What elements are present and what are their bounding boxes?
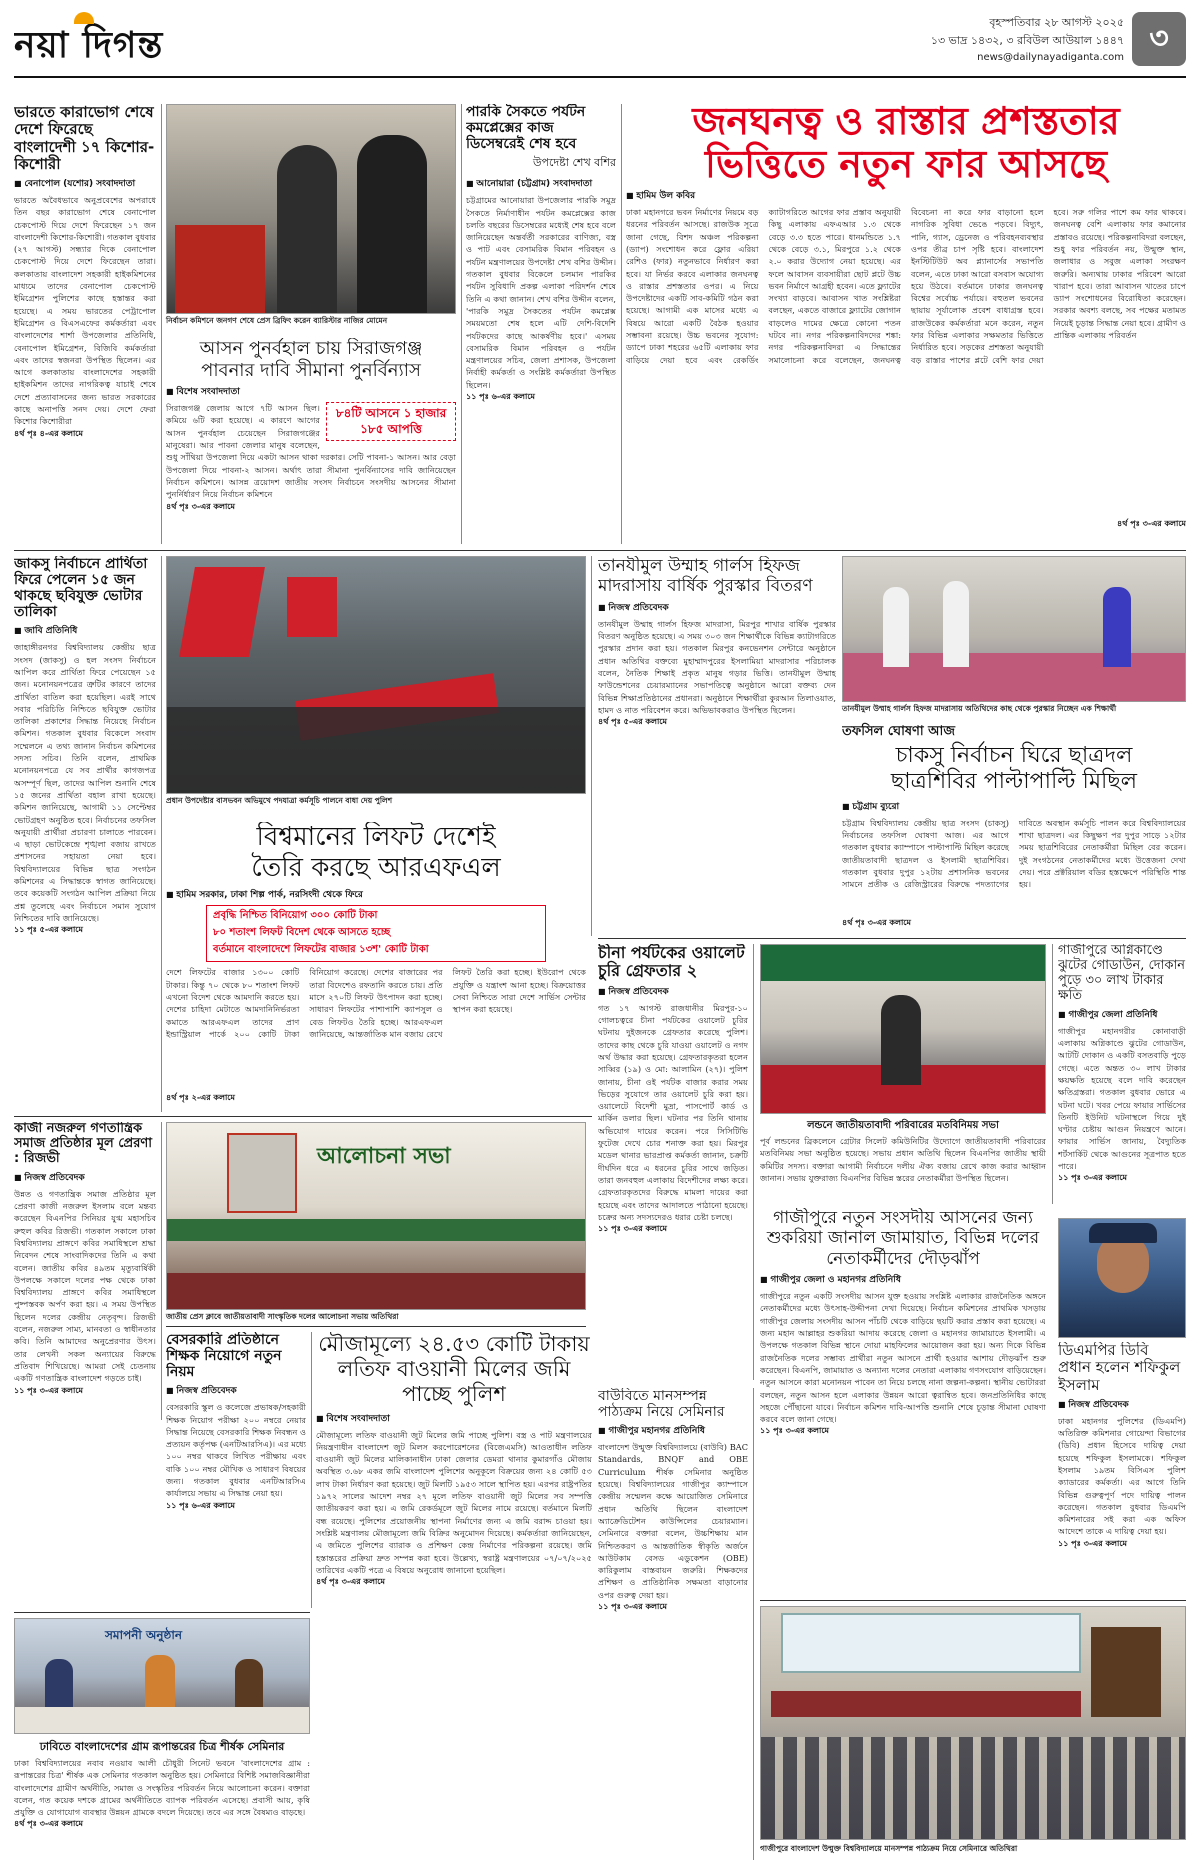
lead-title-line2[interactable]: ভিত্তিতে নতুন ফার আসছে: [705, 140, 1107, 186]
article-continued: ৪র্থ পৃঃ ৩-এর কলামে: [316, 1577, 385, 1587]
column-rule: [161, 556, 162, 1112]
podium-shape: [175, 225, 265, 314]
article-continued: ১১ পৃঃ ৩-এর কলামে: [598, 1602, 667, 1612]
article-title[interactable]: চীনা পর্যটকের ওয়ালেট চুরি গ্রেফতার ২: [598, 944, 745, 981]
article-body: জাহাঙ্গীরনগর বিশ্ববিদ্যালয় কেন্দ্রীয় ছাত্র সংসদ (জাকসু) ও হল সংসদ নির্বাচনে আপিল করে প্রার্থিতা ফিরে পেয়েছেন ১৫ জন। মনোনয়নপত্রের ত্রুটির কারণে তাদের প্রার্থিতা বাতিল করা হয়েছিল। এরই সাথে সবার পরিচিতি নিশ্চিতে ছবিযুক্ত ভোটার তালিকা প্রকাশের সিদ্ধান্ত নিয়েছে নির্বাচন কমিশন। গতকাল বুধবার বিকেলে সংবাদ সম্মেলনে এ তথ্য জানান নির্বাচন কমিশনের সদস্য সচিব। তিনি বলেন, প্রাথমিক মনোনয়নপত্রে যে সব প্রার্থীর কাগজপত্র অসম্পূর্ণ ছিল, তাদের আপিল শুনানি শেষে ১৫ জনের প্রার্থিতা বহাল রাখা হয়েছে। কমিশন জানিয়েছে, আগামী ১১ সেপ্টেম্বর ভোটগ্রহণ অনুষ্ঠিত হবে। নির্বাচনের তফসিল অনুযায়ী প্রার্থীরা প্রচারণা চালাতে পারবেন। এ ছাড়া ভোটকেন্দ্রে শৃঙ্খলা বজায় রাখতে প্রশাসনের সহায়তা নেয়া হবে। বিশ্ববিদ্যালয়ের বিভিন্ন ছাত্র সংগঠন কমিশনের এ সিদ্ধান্তকে স্বাগত জানিয়েছে। তবে কয়েকটি সংগঠন আপিল প্রক্রিয়া নিয়ে প্রশ্ন তুলেছে এবং নির্বাচনে সমান সুযোগ নিশ্চিতের দাবি জানিয়েছে।: [14, 642, 156, 923]
article-title[interactable]: কাজী নজরুল গণতান্ত্রিক সমাজ প্রতিষ্ঠার মূল প্রেরণা : রিজভী: [14, 1122, 153, 1166]
column-rule: [161, 104, 162, 544]
article-continued: ৪র্থ পৃঃ ৩-এর কলামে: [14, 1819, 83, 1829]
person-shape: [277, 145, 337, 314]
column-rule: [591, 556, 592, 936]
lead-article-far: [626, 100, 1186, 544]
article-seat-restoration: [166, 338, 456, 544]
article-body: ভারতে অবৈধভাবে অনুপ্রবেশের অপরাধে তিন বছর কারাভোগ শেষে বেনাপোল চেকপোস্ট দিয়ে দেশে ফিরেছেন ১৭ জন বাংলাদেশী কিশোর-কিশোরী। গতকাল বুধবার (২৭ আগস্ট) সন্ধ্যার দিকে বেনাপোল চেকপোস্ট দিয়ে দেশে ফিরেছেন তারা। কলকাতায় বাংলাদেশ সহকারী হাইকমিশনের মাধ্যমে তাদের বেনাপোল চেকপোস্ট ইমিগ্রেশন পুলিশের কাছে হস্তান্তর করা হয়েছে। এ সময় ভারতের পেট্রাপোল ইমিগ্রেশন ও বিএসএফের কর্মকর্তারা এবং বাংলাদেশের শার্শা উপজেলার প্রতিনিধি, বেনাপোল ইমিগ্রেশন, বিজিবি কর্মকর্তারা এবং তাদের স্বজনরা উপস্থিত ছিলেন। এর আগে কলকাতায় বাংলাদেশের সহকারী হাইকমিশন তাদের নাগরিকত্ব যাচাই শেষে দেশে প্রত্যাবাসনের জন্য ভারত সরকারের কাছে অনাপত্তি সনদ দেয়। দেশে ফেরা কিশোর কিশোরীরা: [14, 195, 156, 427]
article-byline: ■ গাজীপুর মহানগর প্রতিনিধি: [598, 1423, 748, 1438]
article-continued: ৪র্থ পৃঃ ২-এর কলামে: [166, 1093, 235, 1103]
article-title[interactable]: ভারতে কারাভোগ শেষে দেশে ফিরেছে বাংলাদেশী ১৭ কিশোর-কিশোরী: [14, 104, 155, 173]
article-title[interactable]: পারকি সৈকতে পর্যটন কমপ্লেক্সের কাজ ডিসেম্বরেই শেষ হবে: [466, 104, 586, 153]
photo-caption[interactable]: ঢাবিতে বাংলাদেশের গ্রাম রূপান্তরের চিত্র শীর্ষক সেমিনার: [39, 1740, 285, 1753]
article-body: দেশে লিফটের বাজার ১৩০০ কোটি টাকার। কিন্তু ৭০ থেকে ৮০ শতাংশ লিফট এখনো বিদেশ থেকে আমদানি করতে হয়। দেশের চাহিদা মেটাতে আমদানিনির্ভরতা কমাতে আরএফএল তাদের প্রাণ ইন্ডাস্ট্রিয়াল পার্কে ২০০ কোটি টাকা বিনিয়োগ করেছে। দেশের বাজারের পর তারা বিদেশেও রফতানি করতে চায়। প্রতি মাসে ২৭০টি লিফট উৎপাদন করা হচ্ছে। সাধারণ লিফটের পাশাপাশি ক্যাপসুল ও বেড লিফটও তৈরি হচ্ছে। আরএফএল জানিয়েছে, আন্তর্জাতিক মান বজায় রেখে লিফট তৈরি করা হচ্ছে। ইউরোপ থেকে প্রযুক্তি ও যন্ত্রাংশ আনা হচ্ছে। বিক্রয়োত্তর সেবা নিশ্চিতে সারা দেশে সার্ভিস সেন্টার স্থাপন করা হয়েছে।: [166, 967, 586, 1039]
section-rule: [166, 1326, 586, 1327]
person-shape: [943, 581, 969, 667]
article-byline: ■ নিজস্ব প্রতিবেদক: [166, 1383, 306, 1398]
article-teacher-recruit: [166, 1332, 306, 1608]
photo-caption: গাজীপুরে বাংলাদেশ উন্মুক্ত বিশ্ববিদ্যালয়ে মানসম্পন্ন পাঠ্যক্রম নিয়ে সেমিনারে অতিথিরা: [760, 1844, 1018, 1853]
podium-shape: [1091, 1627, 1161, 1717]
article-db-chief: [1058, 1342, 1186, 1592]
article-nazrul: [14, 1122, 156, 1420]
article-byline: ■ হামিম সরকার, ঢাকা শিল্প পার্ক, নরসিংদী থেকে ফিরে: [166, 887, 586, 902]
audience-shape: [761, 1737, 1186, 1840]
highlight-box: [206, 905, 546, 962]
lead-title-line1[interactable]: জনঘনত্ব ও রাস্তার প্রশস্ততার: [692, 100, 1120, 143]
article-title[interactable]: বেসরকারি প্রতিষ্ঠানে শিক্ষক নিয়োগে নতুন নিয়ম: [166, 1332, 282, 1381]
article-byline: ■ নিজস্ব প্রতিবেদক: [1058, 1397, 1186, 1412]
article-title[interactable]: বিশ্বমানের লিফট দেশেই: [256, 822, 496, 852]
photo-du-seminar: [14, 1618, 310, 1734]
column-rule: [621, 104, 622, 544]
article-continued: ৪র্থ পৃঃ ৩-এর কলামে: [166, 501, 235, 511]
photo-caption: তানযীমুল উম্মাহ গার্লস হিফজ মাদরাসায় অতিথিদের কাছ থেকে পুরস্কার নিচ্ছেন এক শিক্ষার্থী: [842, 704, 1117, 713]
article-body: তানযীমুল উম্মাহ গার্লস হিফজ মাদরাসা, মিরপুর শাখার বার্ষিক পুরস্কার বিতরণ অনুষ্ঠিত হয়েছে। এ সময় ৩০৩ জন শিক্ষার্থীকে বিভিন্ন ক্যাটাগরিতে পুরস্কার প্রদান করা হয়। গতকাল মিরপুর কনভেনশন সেন্টারে অনুষ্ঠানে প্রধান অতিথির বক্তব্যে মুহাম্মাদপুরের ইসলামিয়া মাদরাসার পরিচালক বলেন, নৈতিক শিক্ষাই প্রকৃত মানুষ গড়ার ভিত্তি। তানযীমুল উম্মাহ ফাউন্ডেশনের চেয়ারম্যানের সভাপতিত্বে অনুষ্ঠানে আরো বক্তব্য দেন বিভিন্ন শিক্ষাপ্রতিষ্ঠানের প্রধানরা। অনুষ্ঠানে শিক্ষার্থীরা কুরআন তিলাওয়াত, হামদ ও নাত পরিবেশন করে। অভিভাবকরাও উপস্থিত ছিলেন।: [598, 618, 836, 715]
photo-police-officer: [1058, 1218, 1186, 1338]
section-rule: [14, 1612, 310, 1613]
article-continued: ১১ পৃঃ ৩-এর কলামে: [598, 1224, 667, 1234]
article-continued: ৪র্থ পৃঃ ৩-এর কলামে: [1117, 519, 1186, 529]
article-body: গাজীপুর মহানগরীর কোনাবাড়ী এলাকায় অগ্নিকাণ্ডে ঝুটের গোডাউন, আটটি দোকান ও একটি বসতবাড়ি পুড়ে গেছে। এতে অন্তত ৩০ লাখ টাকার ক্ষয়ক্ষতি হয়েছে বলে দাবি করেছেন ক্ষতিগ্রস্তরা। গতকাল বুধবার ভোরে এ ঘটনা ঘটে। খবর পেয়ে ফায়ার সার্ভিসের তিনটি ইউনিট ঘটনাস্থলে গিয়ে দুই ঘণ্টার চেষ্টায় আগুন নিয়ন্ত্রণে আনে। ফায়ার সার্ভিস জানায়, বৈদ্যুতিক শর্টসার্কিট থেকে আগুনের সূত্রপাত হতে পারে।: [1058, 1025, 1186, 1172]
article-byline: ■ বেনাপোল (যশোর) সংবাদদাতা: [14, 176, 156, 191]
article-body: চট্টগ্রাম বিশ্ববিদ্যালয় কেন্দ্রীয় ছাত্র সংসদ (চাকসু) নির্বাচনের তফসিল ঘোষণা আজ। এর আগে গতকাল বুধবার ক্যাম্পাসে পাল্টাপাল্টি মিছিল করেছে জাতীয়তাবাদী ছাত্রদল ও ইসলামী ছাত্রশিবির। গতকাল বুধবার দুপুর ১২টায় প্রশাসনিক ভবনের সামনে প্রতীক ও রেজিস্ট্রারের বিরুদ্ধে পদত্যাগের দাবিতে অবস্থান কর্মসূচি পালন করে বিশ্ববিদ্যালয়ের শাখা ছাত্রদল। এর কিছুক্ষণ পর দুপুর সাড়ে ১২টার সময় ছাত্রশিবিরের নেতাকর্মীরা মিছিল বের করেন। দুই সংগঠনের নেতাকর্মীদের মধ্যে উত্তেজনা দেখা দেয়। পরে প্রক্টরিয়াল বডির হস্তক্ষেপে পরিস্থিতি শান্ত হয়।: [842, 817, 1186, 890]
photo-caption: লন্ডনে জাতীয়তাবাদী পরিবারের মতবিনিময় সভা: [807, 1120, 999, 1131]
article-subtitle[interactable]: তৈরি করছে আরএফএল: [251, 853, 501, 884]
banner-title: সমাপনী অনুষ্ঠান: [105, 1628, 183, 1642]
article-parki-beach: [466, 104, 616, 544]
article-jaksu: [14, 556, 156, 1112]
article-body: গত ১৭ আগস্ট রাজধানীর মিরপুর-১০ গোলচত্বরে চীনা পর্যটকের ওয়ালেট চুরির ঘটনায় দুইজনকে গ্রেফতার করেছে পুলিশ। তাদের কাছ থেকে চুরি যাওয়া ওয়ালেট ও নগদ অর্থ উদ্ধার করা হয়েছে। গ্রেফতারকৃতরা হলেন সাব্বির (১৯) ও মো: আলামিন (২৭)। পুলিশ জানায়, চীনা ওই পর্যটক বাজার করার সময় ভিড়ের সুযোগে তার ওয়ালেট চুরি করা হয়। ওয়ালেটে বিদেশী মুদ্রা, পাসপোর্ট কার্ড ও মার্কিন ডলার ছিল। ঘটনার পর তিনি থানায় অভিযোগ দায়ের করেন। পরে সিসিটিভি ফুটেজ দেখে চোর শনাক্ত করা হয়। মিরপুর মডেল থানার ভারপ্রাপ্ত কর্মকর্তা জানান, চক্রটি দীর্ঘদিন ধরে এ ধরনের চুরির সাথে জড়িত। তারা জনবহুল এলাকায় বিদেশীদের লক্ষ্য করে। গ্রেফতারকৃতদের বিরুদ্ধে মামলা দায়ের করা হয়েছে এবং তাদের আদালতে পাঠানো হয়েছে। চক্রের অন্য সদস্যদেরও ধরার চেষ্টা চলছে।: [598, 1002, 748, 1222]
photo-caption: নির্বাচন কমিশনে জনগণ শেষে প্রেস ব্রিফিং করেন ব্যারিস্টার নাজির মোমেন: [166, 316, 388, 325]
article-body: উন্নত ও গণতান্ত্রিক সমাজ প্রতিষ্ঠার মূল প্রেরণা কাজী নজরুল ইসলাম বলে মন্তব্য করেছেন বিএনপির সিনিয়র যুগ্ম মহাসচিব রুহুল কবির রিজভী। গতকাল সকালে ঢাকা বিশ্ববিদ্যালয় প্রাঙ্গণে কবির সমাধিস্থলে শ্রদ্ধা নিবেদন শেষে সাংবাদিকদের তিনি এ কথা বলেন। জাতীয় কবির ৪৯তম মৃত্যুবার্ষিকী উপলক্ষে সকালে দলের পক্ষ থেকে ঢাকা বিশ্ববিদ্যালয় প্রাঙ্গণে কবির সমাধিস্থলে পুষ্পস্তবক অর্পণ করা হয়। এ সময় উপস্থিত ছিলেন দলের কেন্দ্রীয় নেতৃবৃন্দ। রিজভী বলেন, নজরুল সাম্য, মানবতা ও স্বাধীনতার কবি। তিনি আমাদের অনুপ্রেরণার উৎস। তার লেখনী সকল অন্যায়ের বিরুদ্ধে প্রতিবাদ শিখিয়েছে। আমরা সেই চেতনায় একটি গণতান্ত্রিক বাংলাদেশ গড়তে চাই।: [14, 1188, 156, 1384]
article-body: সিরাজগঞ্জ জেলায় আগে ৭টি আসন ছিল। কমিয়ে ৬টি করা হয়েছে। এ কারণে আগের আসন পুনর্বহাল চেয়েছেন সিরাজগঞ্জের মানুষেরা। আর পাবনা জেলার মানুষ বলেছেন, শুধু সাঁথিয়া উপজেলা দিয়ে একটা আসন থাকা দরকার। সেটি পাবনা-১ আসন। আর বেড়া উপজেলা দিয়ে পাবনা-২ আসন। অর্থাৎ তারা সীমানা পুনর্বিন্যাসের দাবি জানিয়েছেন নির্বাচন কমিশনে। আসন্ন ত্রয়োদশ জাতীয় সংসদ নির্বাচনে সংসদীয় আসনের সীমানা পুনর্নির্ধারণ নিয়ে নির্বাচন কমিশনে: [166, 403, 456, 500]
flag-shape: [287, 577, 337, 637]
article-title[interactable]: ডিএমপির ডিবি প্রধান হলেন শফিকুল ইসলাম: [1058, 1342, 1181, 1394]
photo-bou-seminar: [760, 1606, 1186, 1840]
column-rule: [1052, 944, 1053, 1204]
crowd-shape: [167, 707, 586, 794]
article-body: ঢাকা মহানগর পুলিশের (ডিএমপি) অতিরিক্ত কমিশনার গোয়েন্দা বিভাগের (ডিবি) প্রধান হিসেবে দায়িত্ব দেয়া হয়েছে শফিকুল ইসলামকে। শফিকুল ইসলাম ১৯তম বিসিএস পুলিশ ক্যাডারের কর্মকর্তা। এর আগে তিনি বিভিন্ন গুরুত্বপূর্ণ পদে দায়িত্ব পালন করেছেন। গতকাল বুধবার ডিএমপি কমিশনারের সই করা এক অফিস আদেশে তাকে এ দায়িত্ব দেয়া হয়।: [1058, 1415, 1186, 1537]
article-tanzimul: [598, 556, 836, 934]
article-continued: ৪র্থ পৃঃ ৪-এর কলামে: [14, 428, 83, 438]
highlight-item: ৮০ শতাংশ লিফট বিদেশ থেকে আসতে হচ্ছে: [213, 927, 391, 939]
person-shape: [881, 995, 921, 1085]
highlight-item: প্রবৃদ্ধি নিশ্চিত বিনিয়োগ ৩০০ কোটি টাকা: [213, 910, 378, 922]
table-shape: [167, 1273, 586, 1310]
article-body: চট্টগ্রামের আনোয়ারা উপজেলার পারকি সমুদ্র সৈকতে নির্মাণাধীন পর্যটন কমপ্লেক্সের কাজ চলতি বছরের ডিসেম্বরের মধ্যেই শেষ হবে বলে জানিয়েছেন অন্তর্বর্তী সরকারের বাণিজ্য, বস্ত্র ও পাট এবং বেসামরিক বিমান পরিবহন ও পর্যটন মন্ত্রণালয়ের উপদেষ্টা শেখ বশির উদ্দীন। গতকাল বুধবার বিকেলে চলমান পারকির পর্যটন সুবিধাদি প্রকল্প এলাকা পরিদর্শন শেষে তিনি এ কথা জানান। শেখ বশির উদ্দীন বলেন, 'পারকি সমুদ্র সৈকতের পর্যটন কমপ্লেক্স সময়মতো শেষ হলে এটি দেশি-বিদেশি পর্যটকদের কাছে আকর্ষণীয় হবে।' এসময় বেসামরিক বিমান পরিবহন ও পর্যটন মন্ত্রণালয়ের সচিব, জেলা প্রশাসক, উপজেলা নির্বাহী কর্মকর্তা ও সংশ্লিষ্ট কর্মকর্তারা উপস্থিত ছিলেন।: [466, 195, 616, 390]
pull-quote-box: ৮৪টি আসনে ১ হাজার ১৮৫ আপত্তি: [326, 402, 456, 441]
column-rule: [753, 1388, 754, 1860]
person-shape: [1103, 587, 1131, 667]
article-body: পূর্ব লন্ডনের ব্রিকলেনে গ্রেটার সিলেট কমিউনিটির উদ্যোগে জাতীয়তাবাদী পরিবারের মতবিনিময় সভা অনুষ্ঠিত হয়েছে। সভায় প্রধান অতিথি ছিলেন বিএনপির জাতীয় স্থায়ী কমিটির সদস্য। বক্তারা আগামী নির্বাচনে দলীয় ঐক্য বজায় রেখে কাজ করার আহ্বান জানান। সভায় যুক্তরাজ্য বিএনপির বিভিন্ন স্তরের নেতাকর্মীরা উপস্থিত ছিলেন।: [760, 1136, 1046, 1183]
photo-press-briefing: [166, 104, 456, 314]
article-continued: ১১ পৃঃ ৩-এর কলামে: [14, 1385, 83, 1395]
article-gazipur-seat: [760, 1208, 1046, 1470]
article-body: বাংলাদেশ উন্মুক্ত বিশ্ববিদ্যালয়ে (বাউবি) BAC Standards, BNQF and OBE Curriculum শীর্ষক সেমিনার অনুষ্ঠিত হয়েছে। বিশ্ববিদ্যালয়ের গাজীপুর ক্যাম্পাসে কেন্দ্রীয় সম্মেলন কক্ষে আয়োজিত সেমিনারে প্রধান অতিথি ছিলেন বাংলাদেশ অ্যাক্রেডিটেশন কাউন্সিলের চেয়ারম্যান। সেমিনারে বক্তারা বলেন, উচ্চশিক্ষায় মান নিশ্চিতকরণ ও আন্তর্জাতিক স্বীকৃতি অর্জনে আউটকাম বেসড এডুকেশন (OBE) কারিকুলাম বাস্তবায়ন জরুরি। শিক্ষকদের প্রশিক্ষণ ও প্রাতিষ্ঠানিক সক্ষমতা বাড়ানোর ওপর গুরুত্ব দেয়া হয়।: [598, 1442, 748, 1600]
column-rule: [753, 944, 754, 1380]
article-byline: ■ হামিম উল কবির: [626, 188, 1186, 203]
column-rule: [311, 1332, 312, 1608]
article-continued: ১১ পৃঃ ৩-এর কলামে: [1058, 1173, 1127, 1183]
article-body: মৌজামূল্যে লতিফ বাওয়ানী জুট মিলের জমি পাচ্ছে পুলিশ। বস্ত্র ও পাট মন্ত্রণালয়ের নিয়ন্ত্রণাধীন বাংলাদেশ জুট মিলস করপোরেশনের (বিজেএমসি) আওতাধীন লতিফ বাওয়ানী জুট মিলের মালিকানাধীন ঢাকা জেলার ডেমরা থানার কুমারগাঁও মৌজায় অবস্থিত ৩.৬৮ একর জমি বাংলাদেশ পুলিশের অনুকূলে বিক্রয়ের জন্য ২৪ কোটি ৫৩ লাখ টাকা নির্ধারণ করা হয়েছে। জুট মিলটি ১৯৫৩ সালে স্থাপিত হয়। এরপর রাষ্ট্রপতির ১৯৭২ সালের আদেশ নম্বর ২৭ মূলে লতিফ বাওয়ানী জুট মিলের সব সম্পত্তি জাতীয়করণ করা হয়। এ জমি রেকর্ডমূলে জুট মিলের নামে রয়েছে। বর্তমানে মিলটি বন্ধ রয়েছে। পুলিশের প্রয়োজনীয় স্থাপনা নির্মাণের জন্য এ জমি বরাদ্দ চাওয়া হয়। সংশ্লিষ্ট মন্ত্রণালয় মৌজামূল্যে জমি বিক্রির অনুমোদন দিয়েছে। কর্মকর্তারা জানিয়েছেন, এ জমিতে পুলিশের ব্যারাক ও প্রশিক্ষণ কেন্দ্র নির্মাণের পরিকল্পনা রয়েছে। জমি হস্তান্তরের প্রক্রিয়া দ্রুত সম্পন্ন করা হবে। উল্লেখ্য, স্বরাষ্ট্র মন্ত্রণালয়ের ০৭/০৭/২০২৫ তারিখের একটি পত্রে এ বিষয়ে অনুরোধ জানানো হয়েছিল।: [316, 1429, 592, 1575]
article-body: গাজীপুরে নতুন একটি সংসদীয় আসন যুক্ত হওয়ায় সংশ্লিষ্ট এলাকার রাজনৈতিক অঙ্গনে নেতাকর্মীদের মধ্যে উৎসাহ-উদ্দীপনা দেখা দিয়েছে। নির্বাচন কমিশনের প্রাথমিক খসড়ায় গাজীপুর জেলায় সংসদীয় আসন পাঁচটি থেকে বাড়িয়ে ছয়টি করার প্রস্তাব করা হয়েছে। এ জন্য মহান আল্লাহর শুকরিয়া আদায় করেছে জেলা ও মহানগর জামায়াতে ইসলামী। এ উপলক্ষে গতকাল বিভিন্ন স্থানে দোয়া মাহফিলের আয়োজন করা হয়। অন্য দিকে বিভিন্ন রাজনৈতিক দলের সম্ভাব্য প্রার্থীরা নতুন আসনে প্রার্থী হওয়ার আশায় দৌড়ঝাঁপ শুরু করেছেন। বিএনপি, জামায়াত ও অন্যান্য দলের নেতারা এলাকায় গণসংযোগ বাড়িয়েছেন। নতুন আসনে কারা মনোনয়ন পাবেন তা নিয়ে চলছে নানা জল্পনা-কল্পনা। স্থানীয় ভোটাররা বলছেন, নতুন আসন হলে এলাকার উন্নয়ন আরো ত্বরান্বিত হবে। জনপ্রতিনিধির কাছে সহজে পৌঁছানো যাবে। নির্বাচন কমিশন দাবি-আপত্তি শুনানি শেষে চূড়ান্ত সীমানা ঘোষণা করবে বলে জানা গেছে।: [760, 1291, 1046, 1425]
article-byline: ■ বিশেষ সংবাদদাতা: [316, 1411, 592, 1426]
article-title[interactable]: মৌজামূল্যে ২৪.৫৩ কোটি টাকায় লতিফ বাওয়ানী মিলের জমি পাচ্ছে পুলিশ: [318, 1332, 590, 1407]
article-kicker: তফসিল ঘোষণা আজ: [842, 724, 955, 739]
article-byline: ■ নিজস্ব প্রতিবেদক: [14, 1170, 156, 1185]
article-continued: ১১ পৃঃ ৫-এর কলামে: [14, 925, 83, 935]
article-body: ঢাকা বিশ্ববিদ্যালয়ের নবাব নওয়াব আলী চৌধুরী সিনেট ভবনে 'বাংলাদেশের গ্রাম : রূপান্তরের চিত্র' শীর্ষক এক সেমিনার গতকাল অনুষ্ঠিত হয়। সেমিনারে বিশিষ্ট সমাজবিজ্ঞানীরা বাংলাদেশের গ্রামীণ অর্থনীতি, সমাজ ও সংস্কৃতির পরিবর্তন নিয়ে আলোচনা করেন। বক্তারা বলেন, গত কয়েক দশকে গ্রামের অর্থনীতিতে ব্যাপক পরিবর্তন এসেছে। প্রবাসী আয়, কৃষি প্রযুক্তি ও যোগাযোগ ব্যবস্থার উন্নয়ন গ্রামকে বদলে দিয়েছে। তবে এর সঙ্গে বৈষম্যও বাড়ছে।: [14, 1758, 310, 1818]
article-subtitle[interactable]: ছাত্রশিবির পাল্টাপাল্টি মিছিল: [890, 769, 1138, 795]
article-byline: ■ জাবি প্রতিনিধি: [14, 623, 156, 638]
photo-caption: জাতীয় প্রেস ক্লাবে জাতীয়তাবাদী সাংস্কৃতিক দলের আলোচনা সভায় অতিথিরা: [166, 1312, 399, 1321]
article-body: ঢাকা মহানগরে ভবন নির্মাণের নিয়মে বড় ধরনের পরিবর্তন আসছে। রাজউক সূত্রে জানা গেছে, বিশদ অঞ্চল পরিকল্পনা (ড্যাপ) সংশোধন করে ফ্লোর এরিয়া রেশিও (ফার) নতুনভাবে নির্ধারণ করা হবে। যা নির্ভর করবে এলাকার জনঘনত্ব ও রাস্তার প্রশস্ততার ওপর। এ নিয়ে উপদেষ্টাদের একটি সাব-কমিটি গঠন করা হয়েছে। আগামী এক মাসের মধ্যে এ বিষয়ে আরো একটি বৈঠক হওয়ার সম্ভাবনা রয়েছে। উচ্চ ভবনের সুযোগ: ড্যাপে ঢাকা শহরের ৬৫টি এলাকায় ফার বাড়িয়ে দেয়া হবে এবং রেকর্ডিং ক্যাটাগরিতে আগের ফার প্রস্তাব অনুযায়ী কিছু এলাকায় এফএআর ১.৩ থেকে বেড়ে ৩.৩ হতে পারে। ধানমন্ডিতে ১.৭ থেকে বেড়ে ৩.১, মিরপুরে ১.২ থেকে ২.০ করার উদ্যোগ নেয়া হয়েছে। এর ফলে আবাসন ব্যবসায়ীরা ছোট প্লটে উচ্চ ভবন নির্মাণে আগ্রহী হবেন। এতে ফ্ল্যাটের সংখ্যা বাড়বে। আবাসন খাত সংশ্লিষ্টরা বলছেন, একতে বাজারে ফ্ল্যাটের জোগান বাড়লেও দামের ক্ষেত্রে কোনো পতন ঘটবে না। নগর পরিকল্পনাবিদদের শঙ্কা: নগর পরিকল্পনাবিদরা এ সিদ্ধান্তের সমালোচনা করে বলেছেন, জনঘনত্ব বিবেচনা না করে ফার বাড়ানো হলে নাগরিক সুবিধা ভেঙে পড়বে। বিদ্যুৎ, পানি, গ্যাস, ড্রেনেজ ও পরিবহনব্যবস্থার ওপর তীব্র চাপ সৃষ্টি হবে। বাংলাদেশ ইনস্টিটিউট অব প্ল্যানার্সের সভাপতি বলেন, এতে ঢাকা আরো বসবাস অযোগ্য হয়ে উঠবে। বর্তমানে ঢাকার জনঘনত্ব বিশ্বের সর্বোচ্চ পর্যায়ে। বহুতল ভবনের ছায়ায় সূর্যালোক প্রবেশ বাধাগ্রস্ত হবে। রাজউকের কর্মকর্তারা মনে করেন, নতুন ফার বিভিন্ন এলাকার সক্ষমতার ভিত্তিতে নির্ধারিত হবে। সড়কের প্রশস্ততা অনুযায়ী বড় রাস্তার পাশের প্লটে বেশি ফার দেয়া হবে। সরু গলির পাশে কম ফার থাকবে। জনঘনত্ব বেশি এলাকায় ফার কমানোর প্রস্তাবও রয়েছে। পরিকল্পনাবিদরা বলছেন, শুধু ফার পরিবর্তন নয়, উন্মুক্ত স্থান, জলাধার ও সবুজ এলাকা সংরক্ষণ জরুরি। অন্যথায় ঢাকার পরিবেশ আরো খারাপ হবে। তারা আবাসন খাতের চাপে ড্যাপ সংশোধনের বিরোধিতা করেছেন। সরকার অবশ্য বলছে, সব পক্ষের মতামত নিয়েই চূড়ান্ত সিদ্ধান্ত নেয়া হবে। গ্রামীণ ও প্রান্তিক এলাকায় পরিবর্তন: [626, 207, 1186, 365]
logo-sun-icon: [74, 12, 94, 24]
banner-title: আলোচনা সভা: [317, 1144, 451, 1169]
article-london: [760, 1118, 1046, 1204]
article-byline: ■ আনোয়ারা (চট্টগ্রাম) সংবাদদাতা: [466, 176, 616, 191]
cap-shape: [1089, 1223, 1157, 1243]
photo-protest-march: [166, 556, 586, 794]
article-continued: ৪র্থ পৃঃ ৫-এর কলামে: [598, 717, 667, 727]
article-title[interactable]: গাজীপুরে অগ্নিকাণ্ডে ঝুটের গোডাউন, দোকান পুড়ে ৩০ লাখ টাকার ক্ষতি: [1058, 944, 1185, 1003]
article-title[interactable]: চাকসু নির্বাচন ঘিরে ছাত্রদল: [895, 743, 1133, 768]
article-title[interactable]: তানযীমুল উম্মাহ গার্লস হিফজ মাদরাসায় বার্ষিক পুরস্কার বিতরণ: [598, 556, 813, 597]
photo-caption: প্রধান উপদেষ্টার বাসভবন অভিমুখে পদযাত্রা কর্মসূচি পালনে বাধা দেয় পুলিশ: [166, 796, 393, 805]
masthead-email[interactable]: news@dailynayadiganta.com: [977, 52, 1124, 63]
person-shape: [883, 587, 909, 667]
article-bou-seminar: [598, 1388, 748, 1860]
section-rule: [14, 1116, 592, 1117]
masthead-date-line2: ১৩ ভাদ্র ১৪৩২, ৩ রবিউল আউয়াল ১৪৪৭: [930, 34, 1124, 47]
article-cucsu: [842, 722, 1186, 934]
page-number-badge: ৩: [1132, 12, 1186, 66]
section-rule: [598, 938, 1186, 939]
article-title[interactable]: আসন পুনর্বহাল চায় সিরাজগঞ্জ: [199, 338, 423, 359]
article-continued: ১১ পৃঃ ৩-এর কলামে: [760, 1426, 829, 1436]
article-subtitle: উপদেষ্টা শেখ বশির: [532, 156, 616, 170]
column-rule: [461, 104, 462, 544]
section-rule: [14, 550, 1186, 551]
article-subtitle[interactable]: পাবনার দাবি সীমানা পুনর্বিন্যাস: [201, 359, 421, 381]
photo-london-meeting: [760, 944, 1046, 1114]
screen-shape: [781, 1613, 1081, 1673]
article-byline: ■ নিজস্ব প্রতিবেদক: [598, 600, 836, 615]
article-continued: ১১ পৃঃ ৬-এর কলামে: [166, 1500, 235, 1510]
article-continued: ১১ পৃঃ ৩-এর কলামে: [1058, 1538, 1127, 1548]
banner-shape: [761, 945, 1046, 981]
article-gazipur-fire: [1058, 944, 1186, 1214]
person-shape: [45, 1659, 73, 1709]
article-continued: ১১ পৃঃ ৬-এর কলামে: [466, 392, 535, 402]
article-title[interactable]: বাউবিতে মানসম্পন্ন পাঠ্যক্রম নিয়ে সেমিনার: [598, 1388, 725, 1421]
article-title[interactable]: গাজীপুরে নতুন সংসদীয় আসনের জন্য শুকরিয়া জানাল জামায়াত, বিভিন্ন দলের নেতাকর্মীদের দৌড়ঝাঁপ: [766, 1208, 1040, 1269]
column-rule: [161, 1122, 162, 1420]
photo-discussion-meeting: [166, 1122, 586, 1310]
photo-award-ceremony: [842, 556, 1186, 702]
article-byline: ■ চট্টগ্রাম ব্যুরো: [842, 799, 1186, 814]
banner-strip: [167, 1219, 586, 1241]
flag-shape: [179, 567, 265, 657]
person-shape: [357, 135, 427, 314]
article-continued: ৪র্থ পৃঃ ৩-এর কলামে: [842, 917, 911, 927]
masthead-rule: [14, 76, 1186, 78]
portrait-shape: [227, 1133, 297, 1213]
article-byline: ■ গাজীপুর জেলা ও মহানগর প্রতিনিধি: [760, 1272, 1046, 1287]
table-shape: [771, 1691, 1081, 1717]
section-rule: [760, 1600, 1186, 1601]
article-byline: ■ নিজস্ব প্রতিবেদক: [598, 984, 748, 999]
article-rfl-lift: [166, 822, 586, 1112]
article-byline: ■ গাজীপুর জেলা প্রতিনিধি: [1058, 1007, 1186, 1022]
person-shape: [145, 1655, 175, 1709]
table-shape: [15, 1707, 310, 1734]
article-du-seminar: [14, 1738, 310, 1860]
article-title[interactable]: জাকসু নির্বাচনে প্রার্থিতা ফিরে পেলেন ১৫ জন থাকছে ছবিযুক্ত ভোটার তালিকা: [14, 556, 148, 621]
article-bawany-land: [316, 1332, 592, 1860]
masthead-date-line1: বৃহস্পতিবার ২৮ আগস্ট ২০২৫: [989, 16, 1124, 29]
masthead-logo[interactable]: নয়া দিগন্ত: [14, 24, 164, 66]
person-shape: [235, 1659, 263, 1709]
highlight-item: বর্তমানে বাংলাদেশে লিফটের বাজার ১৩শ' কোটি টাকা: [213, 944, 429, 956]
article-byline: ■ বিশেষ সংবাদদাতা: [166, 384, 456, 399]
article-chinese-tourist: [598, 944, 748, 1380]
masthead: [14, 10, 1186, 72]
article-body: বেসরকারি স্কুল ও কলেজে প্রভাষক/সহকারী শিক্ষক নিয়োগ পরীক্ষা ২০০ নম্বরে নেয়ার সিদ্ধান্ত নিয়েছে বেসরকারি শিক্ষক নিবন্ধন ও প্রত্যয়ন কর্তৃপক্ষ (এনটিআরসিএ)। এর মধ্যে ১০০ নম্বর থাকবে লিখিত পরীক্ষায় এবং বাকি ১০০ নম্বর মৌখিক ও সাধারণ বিষয়ের জন্য। গতকাল বুধবার এনটিআরসিএ কার্যালয়ে সভায় এ সিদ্ধান্ত নেয়া হয়।: [166, 1402, 306, 1499]
article-returned-teens: [14, 104, 156, 544]
